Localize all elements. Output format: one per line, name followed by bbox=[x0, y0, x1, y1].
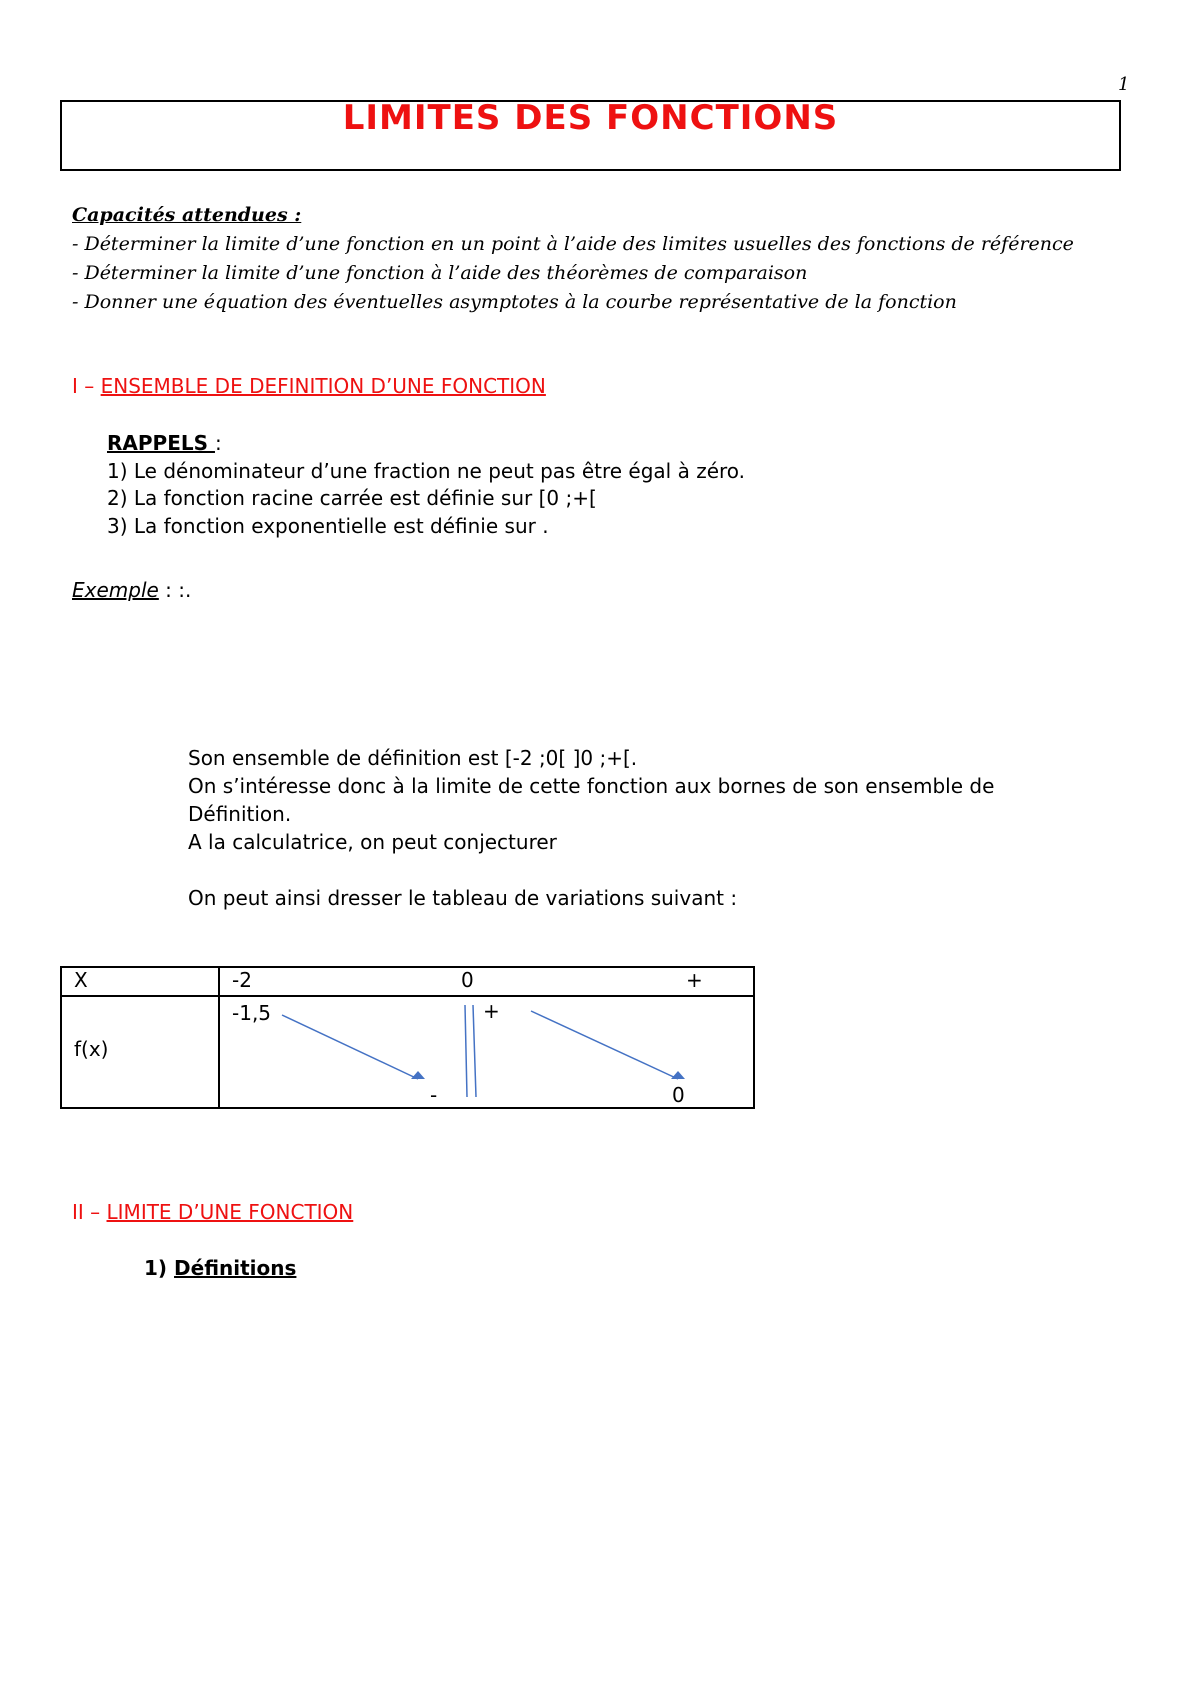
definition-line-4: A la calculatrice, on peut conjecturer bbox=[188, 830, 557, 854]
table-right-start: + bbox=[483, 999, 500, 1023]
table-x-value-1: -2 bbox=[232, 968, 252, 992]
rappels-colon: : bbox=[214, 431, 222, 455]
page-title: LIMITES DES FONCTIONS bbox=[342, 98, 839, 138]
arrowhead-left bbox=[411, 1071, 425, 1079]
decreasing-arrow-left bbox=[282, 1015, 418, 1079]
rappel-1: 1) Le dénominateur d’une fraction ne peut pas être égal à zéro. bbox=[107, 459, 746, 483]
capacite-item-3: - Donner une équation des éventuelles asymptotes à la courbe représentative de la fonction bbox=[72, 291, 957, 313]
table-x-values-cell bbox=[219, 967, 754, 996]
table-x-label: X bbox=[74, 968, 88, 992]
section-2-number: II – bbox=[72, 1200, 107, 1224]
table-left-limit: - bbox=[430, 1083, 438, 1107]
subsection-definitions bbox=[144, 1254, 296, 1282]
arrowhead-right bbox=[671, 1071, 685, 1079]
rappels-heading bbox=[107, 429, 222, 457]
table-fx-label: f(x) bbox=[74, 1037, 109, 1061]
capacite-item-2: - Déterminer la limite d’une fonction à l’aide des théorèmes de comparaison bbox=[72, 262, 808, 284]
section-2-title: LIMITE D’UNE FONCTION bbox=[106, 1200, 354, 1224]
definition-line-3: Définition. bbox=[188, 802, 292, 826]
double-bar-left bbox=[465, 1005, 467, 1097]
table-x-value-2: 0 bbox=[461, 968, 474, 992]
table-end-value: 0 bbox=[672, 1083, 685, 1107]
subsection-number: 1) bbox=[144, 1256, 175, 1280]
table-x-value-3: + bbox=[686, 968, 703, 992]
definition-line-2: On s’intéresse donc à la limite de cette fonction aux bornes de son ensemble de bbox=[188, 774, 995, 798]
variation-table bbox=[60, 966, 755, 1109]
table-fx-values-cell bbox=[219, 996, 754, 1108]
definition-line-1: Son ensemble de définition est [-2 ;0[ ]0 ;+[. bbox=[188, 746, 638, 770]
table-x-label-cell bbox=[61, 967, 219, 996]
double-bar-right bbox=[473, 1005, 476, 1097]
rappel-3: 3) La fonction exponentielle est définie sur . bbox=[107, 514, 549, 538]
capacites-heading: Capacités attendues : bbox=[72, 204, 302, 226]
rappels-label: RAPPELS bbox=[107, 431, 215, 455]
subsection-title: Définitions bbox=[174, 1256, 297, 1280]
section-1-number: I – bbox=[72, 374, 101, 398]
exemple-label: Exemple bbox=[72, 578, 159, 602]
table-start-value: -1,5 bbox=[232, 1001, 272, 1025]
capacite-item-1: - Déterminer la limite d’une fonction en un point à l’aide des limites usuelles des fonctions de référence bbox=[72, 233, 1074, 255]
section-1-title: ENSEMBLE DE DEFINITION D’UNE FONCTION bbox=[100, 374, 546, 398]
page-number: 1 bbox=[1118, 74, 1130, 95]
table-intro: On peut ainsi dresser le tableau de variations suivant : bbox=[188, 886, 738, 910]
decreasing-arrow-right bbox=[531, 1011, 678, 1079]
exemple-rest: : :. bbox=[158, 578, 192, 602]
exemple-line bbox=[72, 576, 191, 604]
section-2-heading bbox=[72, 1200, 353, 1224]
variation-arrows bbox=[220, 997, 753, 1107]
section-1-heading bbox=[72, 374, 546, 398]
rappel-2: 2) La fonction racine carrée est définie sur [0 ;+[ bbox=[107, 486, 597, 510]
table-fx-label-cell bbox=[61, 996, 219, 1108]
